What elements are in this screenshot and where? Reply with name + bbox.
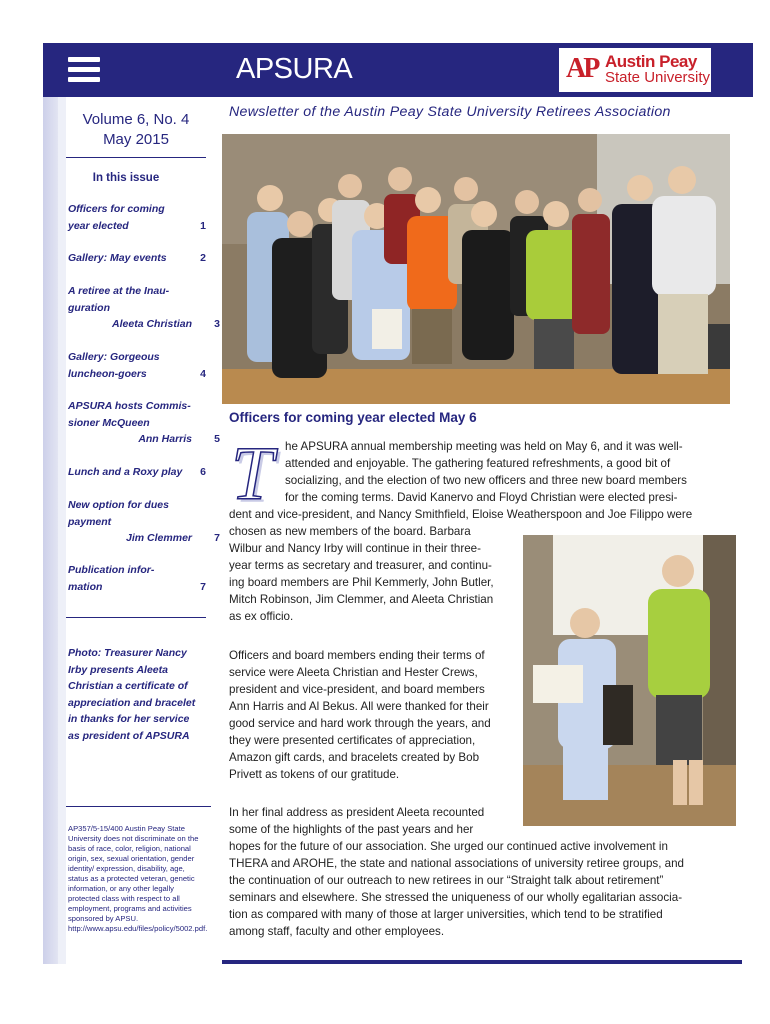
group-photo-image — [222, 134, 730, 404]
toc-item[interactable] — [68, 398, 220, 448]
toc-item-title: A retiree at the Inau- — [68, 285, 170, 297]
toc-page-number: 2 — [200, 252, 206, 264]
article-paragraph-3-narrow — [229, 804, 519, 838]
footer-rule — [222, 960, 742, 964]
toc-page-number: 3 — [214, 318, 220, 330]
article-line: good service and hard work through the years, and — [229, 717, 491, 730]
article-line: president and vice-president, and board members — [229, 683, 485, 696]
toc-item[interactable] — [68, 283, 220, 333]
toc-page-number: 4 — [200, 367, 206, 380]
toc-page-number: 5 — [214, 433, 220, 445]
group-photo — [222, 134, 730, 404]
toc-heading: In this issue — [92, 172, 160, 184]
sidebar-divider — [66, 157, 206, 158]
toc-item[interactable] — [68, 464, 206, 481]
newsletter-tagline: Newsletter of the Austin Peay State University Retirees Association — [229, 104, 671, 120]
article-line: THERA and AROHE, the state and national associations of university retiree groups, and — [229, 857, 684, 870]
university-logo — [559, 48, 711, 92]
issue-info — [66, 110, 206, 150]
toc-item[interactable] — [68, 562, 206, 595]
sidebar-divider — [66, 617, 206, 618]
article-line: seminars and elsewhere. She stressed the uniqueness of our wholly egalitarian associa- — [229, 891, 683, 904]
toc-page-number: 1 — [200, 219, 206, 232]
article-line: as ex officio. — [229, 610, 294, 623]
article-line: hopes for the future of our association. She urged our continued active involvement in — [229, 840, 668, 853]
article-title: Officers for coming year elected May 6 — [229, 410, 477, 425]
logo-text-line1: Austin Peay — [605, 52, 697, 71]
toc-item-title: Publication infor- — [68, 564, 155, 576]
newsletter-title: APSURA — [236, 53, 353, 85]
fine-print-text: AP357/5-15/400 Austin Peay State University does not discriminate on the basis of race, color, religion, national origin, sex, sexual orientation, gender identity/ expression, disability, age, status as a protected veteran, genetic information, or any other legally protected class with respect to all employment, programs and activities sponsored by APSU. — [68, 824, 199, 923]
toc-page-number: 7 — [214, 532, 220, 544]
article-line: service were Aleeta Christian and Hester Crews, — [229, 666, 478, 679]
toc-item-title: Gallery: May events 2 — [68, 250, 206, 267]
article-line: some of the highlights of the past years and her — [229, 823, 474, 836]
toc-item[interactable] — [68, 497, 220, 547]
toc-item-title: Lunch and a Roxy play 6 — [68, 464, 206, 481]
article-paragraph-3-full — [229, 838, 739, 940]
toc-page-number: 7 — [200, 580, 206, 593]
drop-cap: T — [231, 432, 274, 516]
article-line: he APSURA annual membership meeting was held on May 6, and it was well- — [285, 440, 683, 453]
article-line: Ann Harris and Al Bekus. All were thanked for their — [229, 700, 489, 713]
volume-number: Volume 6, No. 4 — [82, 111, 190, 128]
article-line: chosen as new members of the board. Barbara — [229, 525, 471, 538]
article-line: for the coming terms. David Kanervo and Floyd Christian were elected presi- — [285, 491, 678, 504]
article-line: Mitch Robinson, Jim Clemmer, and Aleeta Christian — [229, 593, 494, 606]
article-line: attended and enjoyable. The gathering featured refreshments, a good bit of — [285, 457, 671, 470]
toc-item-title: New option for dues — [68, 499, 169, 511]
toc-item-author: Ann Harris 5 — [68, 431, 206, 448]
nondiscrimination-notice — [68, 824, 206, 934]
toc-item-title-cont: payment — [68, 515, 112, 528]
toc-item[interactable] — [68, 250, 206, 267]
issue-date: May 2015 — [103, 131, 169, 148]
toc-item-title: APSURA hosts Commis- — [68, 400, 191, 412]
article-line: they were presented certificates of appreciation, — [229, 734, 476, 747]
article-line: among staff, faculty and other employees. — [229, 925, 445, 938]
menu-icon[interactable] — [68, 57, 100, 85]
article-line: dent and vice-president, and Nancy Smithfield, Eloise Weatherspoon and Joe Filippo were — [229, 508, 693, 521]
toc-item-title-cont: year elected 1 — [68, 218, 206, 235]
toc-item-author: Jim Clemmer 7 — [68, 530, 206, 547]
toc-item-title: Officers for coming — [68, 203, 165, 215]
toc-item[interactable] — [68, 349, 206, 382]
sidebar-divider — [66, 806, 211, 807]
toc-item-title-cont: guration — [68, 301, 110, 314]
article-paragraph-1-intro — [285, 438, 735, 506]
masthead-bar — [43, 43, 753, 97]
photo-caption: Photo: Treasurer Nancy Irby presents Aleeta Christian a certificate of appreciation and bracelet in thanks for her service as president of APSURA — [68, 647, 196, 742]
policy-link[interactable]: http://www.apsu.edu/files/policy/5002.pdf. — [68, 924, 208, 933]
article-line: Amazon gift cards, and bracelets created by Bob — [229, 751, 480, 764]
logo-mark: AP — [566, 53, 598, 84]
article-line: ing board members are Phil Kemmerly, John Butler, — [229, 576, 494, 589]
article-paragraph-1-narrow — [229, 523, 519, 625]
article-line: tion as compared with many of those at larger universities, which tend to be stratified — [229, 908, 663, 921]
article-line: the continuation of our outreach to new retirees in our “Straight talk about retirement” — [229, 874, 664, 887]
article-paragraph-1-full — [229, 506, 739, 523]
sidebar-stripe — [43, 97, 58, 964]
article-line: In her final address as president Aleeta recounted — [229, 806, 485, 819]
award-photo-image — [523, 535, 736, 826]
toc-page-number: 6 — [200, 466, 206, 478]
toc-item-title: Gallery: Gorgeous — [68, 351, 160, 363]
article-line: Privett as tokens of our gratitude. — [229, 768, 400, 781]
article-line: socializing, and the election of two new officers and three new board members — [285, 474, 687, 487]
toc-item[interactable] — [68, 201, 206, 234]
toc-item-title-cont: sioner McQueen — [68, 416, 150, 429]
logo-text-line2: State University — [605, 69, 711, 86]
sidebar-bar — [58, 97, 66, 964]
toc-item-title-cont: mation 7 — [68, 579, 206, 596]
article-line: Officers and board members ending their terms of — [229, 649, 485, 662]
award-photo — [523, 535, 736, 826]
article-line: year terms as secretary and treasurer, and continu- — [229, 559, 492, 572]
toc-item-title-cont: luncheon-goers 4 — [68, 366, 206, 383]
article-line: Wilbur and Nancy Irby will continue in their three- — [229, 542, 481, 555]
toc-item-author: Aleeta Christian 3 — [68, 316, 206, 333]
article-paragraph-2 — [229, 647, 519, 783]
